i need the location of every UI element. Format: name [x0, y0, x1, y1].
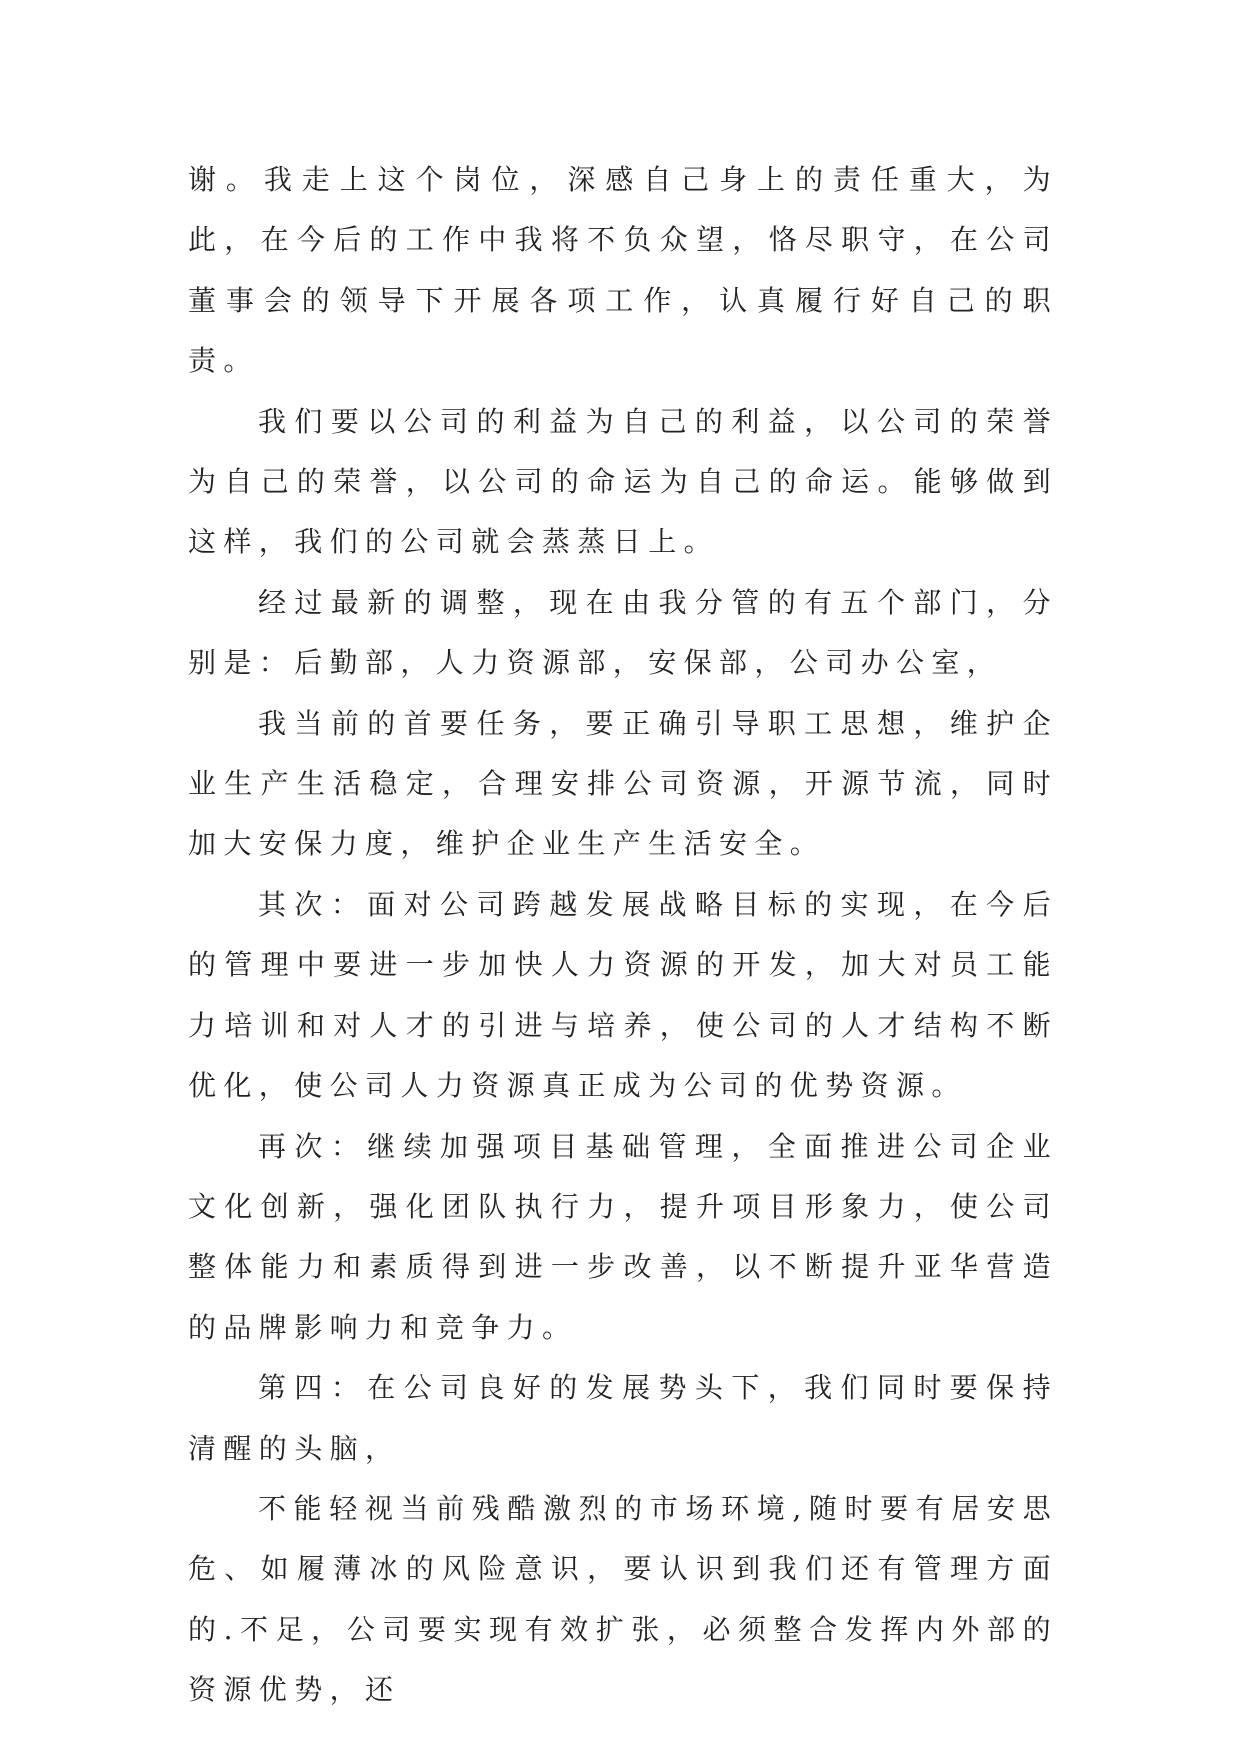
paragraph-2: 我们要以公司的利益为自己的利益，以公司的荣誉为自己的荣誉，以公司的命运为自己的命运。能够做到这样，我们的公司就会蒸蒸日上。 [188, 404, 1058, 559]
paragraph-5: 其次：面对公司跨越发展战略目标的实现，在今后的管理中要进一步加快人力资源的开发，加大对员工能力培训和对人才的引进与培养，使公司的人才结构不断优化，使公司人力资源真正成为公司的优势资源。 [188, 887, 1058, 1103]
paragraph-4: 我当前的首要任务，要正确引导职工思想，维护企业生产生活稳定，合理安排公司资源，开源节流，同时加大安保力度，维护企业生产生活安全。 [188, 706, 1058, 861]
document-body [188, 150, 1058, 1721]
paragraph-8: 不能轻视当前残酷激烈的市场环境,随时要有居安思危、如履薄冰的风险意识，要认识到我们还有管理方面的.不足，公司要实现有效扩张，必须整合发挥内外部的资源优势，还 [188, 1491, 1058, 1707]
paragraph-7: 第四：在公司良好的发展势头下，我们同时要保持清醒的头脑， [188, 1371, 1058, 1465]
paragraph-6: 再次：继续加强项目基础管理，全面推进公司企业文化创新，强化团队执行力，提升项目形象力，使公司整体能力和素质得到进一步改善，以不断提升亚华营造的品牌影响力和竞争力。 [188, 1129, 1058, 1344]
paragraph-1: 谢。我走上这个岗位，深感自己身上的责任重大，为此，在今后的工作中我将不负众望，恪尽职守，在公司董事会的领导下开展各项工作，认真履行好自己的职责。 [188, 163, 1058, 378]
paragraph-3: 经过最新的调整，现在由我分管的有五个部门，分别是：后勤部，人力资源部，安保部，公司办公室， [188, 585, 1058, 680]
